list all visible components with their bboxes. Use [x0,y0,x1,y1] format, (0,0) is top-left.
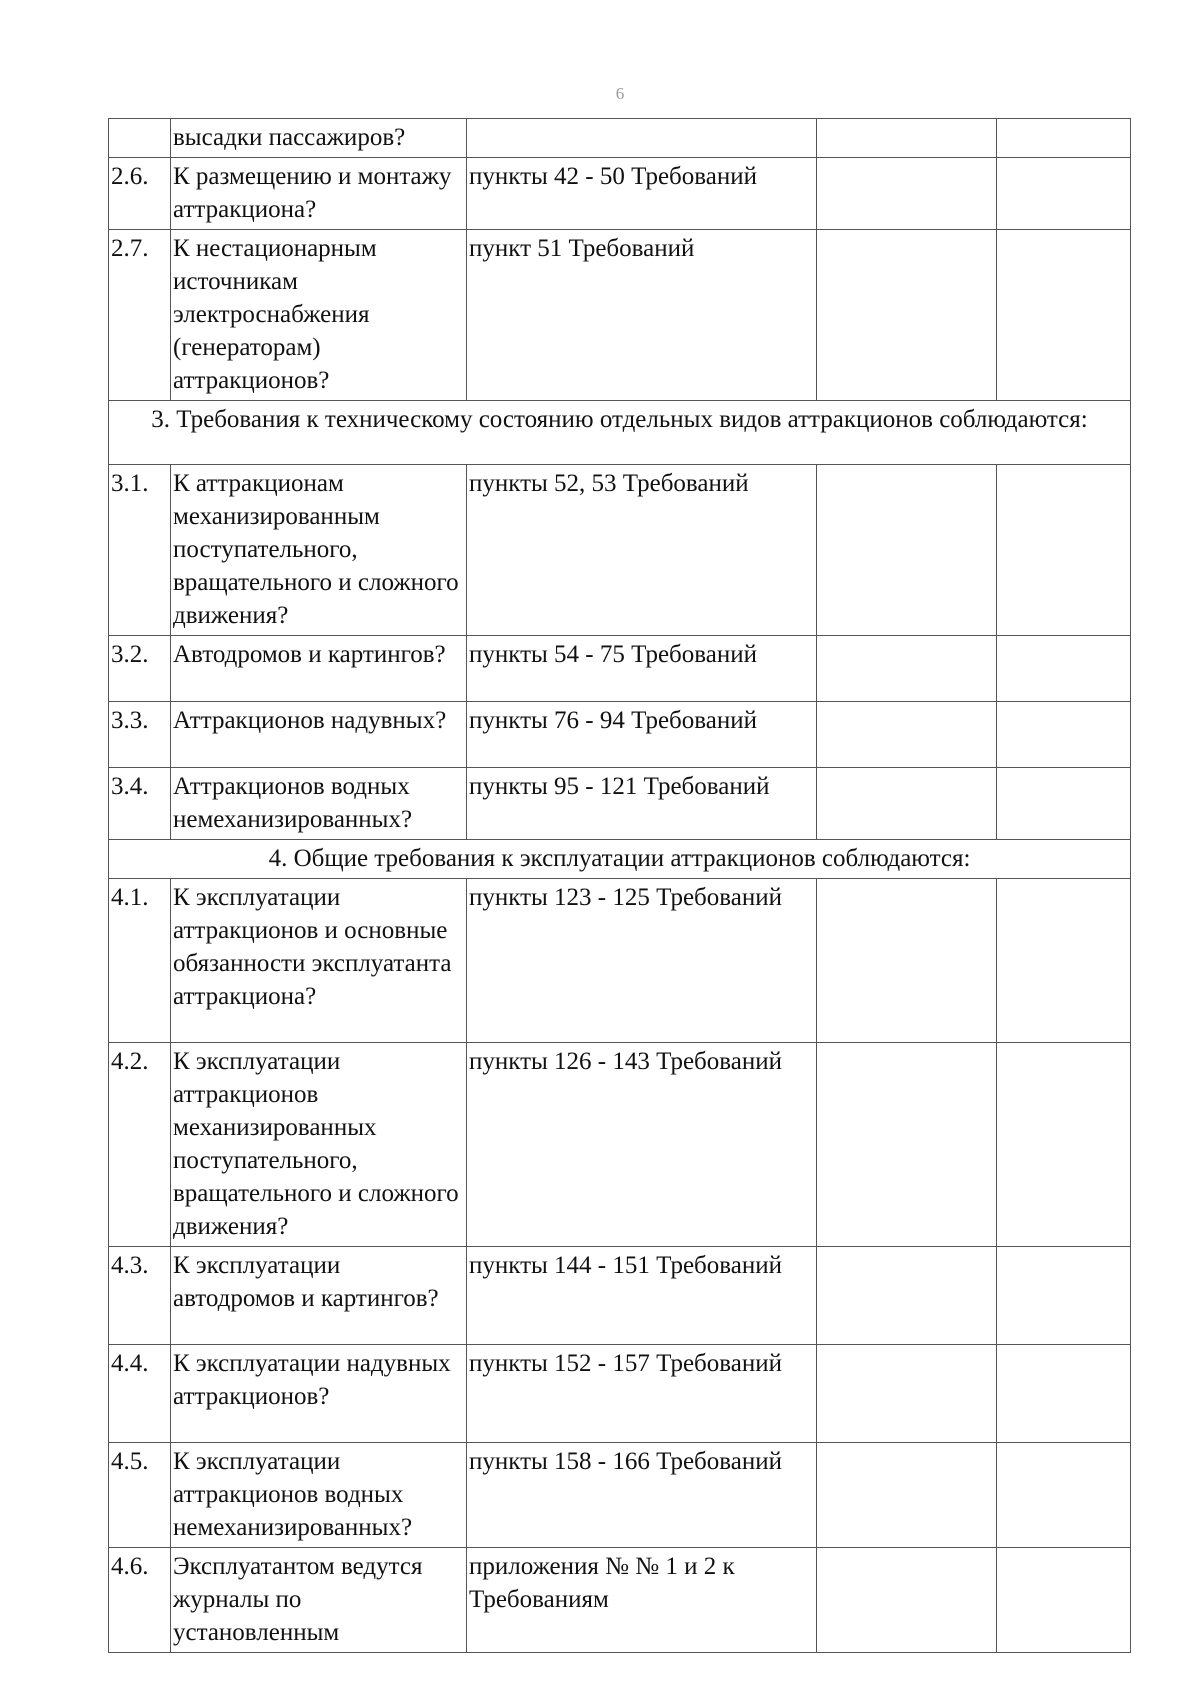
question-text: Эксплуатантом ведутся журналы по установленным [171,1548,467,1653]
note-cell [997,1548,1131,1653]
section-row [109,840,1131,879]
note-cell [997,1345,1131,1443]
note-cell [997,158,1131,230]
answer-cell [817,879,997,1043]
table-row [109,879,1131,1043]
requirement-reference: пункты 95 - 121 Требований [467,768,817,840]
item-number: 3.1. [109,465,171,636]
item-number [109,119,171,158]
note-cell [997,636,1131,702]
question-text: К аттракционам механизированным поступательного, вращательного и сложного движения? [171,465,467,636]
answer-cell [817,1345,997,1443]
table-row [109,1345,1131,1443]
table-row [109,465,1131,636]
section-row [109,401,1131,465]
answer-cell [817,768,997,840]
checklist-table [108,118,1131,1653]
table-row [109,158,1131,230]
question-text: К эксплуатации аттракционов механизированных поступательного, вращательного и сложного движения? [171,1043,467,1247]
answer-cell [817,465,997,636]
item-number: 4.2. [109,1043,171,1247]
requirement-reference: пункты 52, 53 Требований [467,465,817,636]
item-number: 3.4. [109,768,171,840]
page-number: 6 [615,84,625,103]
note-cell [997,879,1131,1043]
table-row [109,702,1131,768]
answer-cell [817,158,997,230]
table-row [109,119,1131,158]
answer-cell [817,1247,997,1345]
question-text: Аттракционов надувных? [171,702,467,768]
item-number: 2.6. [109,158,171,230]
question-text: Аттракционов водных немеханизированных? [171,768,467,840]
answer-cell [817,230,997,401]
note-cell [997,702,1131,768]
item-number: 2.7. [109,230,171,401]
item-number: 4.4. [109,1345,171,1443]
note-cell [997,1443,1131,1548]
table-row [109,1043,1131,1247]
item-number: 4.1. [109,879,171,1043]
item-number: 4.5. [109,1443,171,1548]
requirement-reference: пункты 42 - 50 Требований [467,158,817,230]
section-heading: 3. Требования к техническому состоянию отдельных видов аттракционов соблюдаются: [109,401,1131,465]
item-number: 3.3. [109,702,171,768]
requirement-reference: пункты 158 - 166 Требований [467,1443,817,1548]
answer-cell [817,119,997,158]
requirement-reference [467,119,817,158]
question-text: К эксплуатации автодромов и картингов? [171,1247,467,1345]
note-cell [997,465,1131,636]
answer-cell [817,702,997,768]
answer-cell [817,1443,997,1548]
item-number: 4.3. [109,1247,171,1345]
table-row [109,1443,1131,1548]
question-text: К эксплуатации аттракционов водных немеханизированных? [171,1443,467,1548]
question-text: К эксплуатации надувных аттракционов? [171,1345,467,1443]
question-text: К эксплуатации аттракционов и основные обязанности эксплуатанта аттракциона? [171,879,467,1043]
table-row [109,636,1131,702]
note-cell [997,1043,1131,1247]
requirement-reference: пункты 144 - 151 Требований [467,1247,817,1345]
answer-cell [817,1548,997,1653]
table-row [109,1247,1131,1345]
note-cell [997,768,1131,840]
question-text: К размещению и монтажу аттракциона? [171,158,467,230]
question-text: К нестационарным источникам электроснабжения (генераторам) аттракционов? [171,230,467,401]
requirement-reference: пункты 76 - 94 Требований [467,702,817,768]
question-text: Автодромов и картингов? [171,636,467,702]
requirement-reference: пункты 152 - 157 Требований [467,1345,817,1443]
table-row [109,1548,1131,1653]
item-number: 3.2. [109,636,171,702]
answer-cell [817,636,997,702]
requirement-reference: пункты 126 - 143 Требований [467,1043,817,1247]
table-row [109,230,1131,401]
table-row [109,768,1131,840]
section-heading: 4. Общие требования к эксплуатации аттракционов соблюдаются: [109,840,1131,879]
answer-cell [817,1043,997,1247]
item-number: 4.6. [109,1548,171,1653]
note-cell [997,230,1131,401]
note-cell [997,119,1131,158]
requirement-reference: пункты 54 - 75 Требований [467,636,817,702]
requirement-reference: приложения № № 1 и 2 к Требованиям [467,1548,817,1653]
note-cell [997,1247,1131,1345]
requirement-reference: пункты 123 - 125 Требований [467,879,817,1043]
requirement-reference: пункт 51 Требований [467,230,817,401]
question-text: высадки пассажиров? [171,119,467,158]
